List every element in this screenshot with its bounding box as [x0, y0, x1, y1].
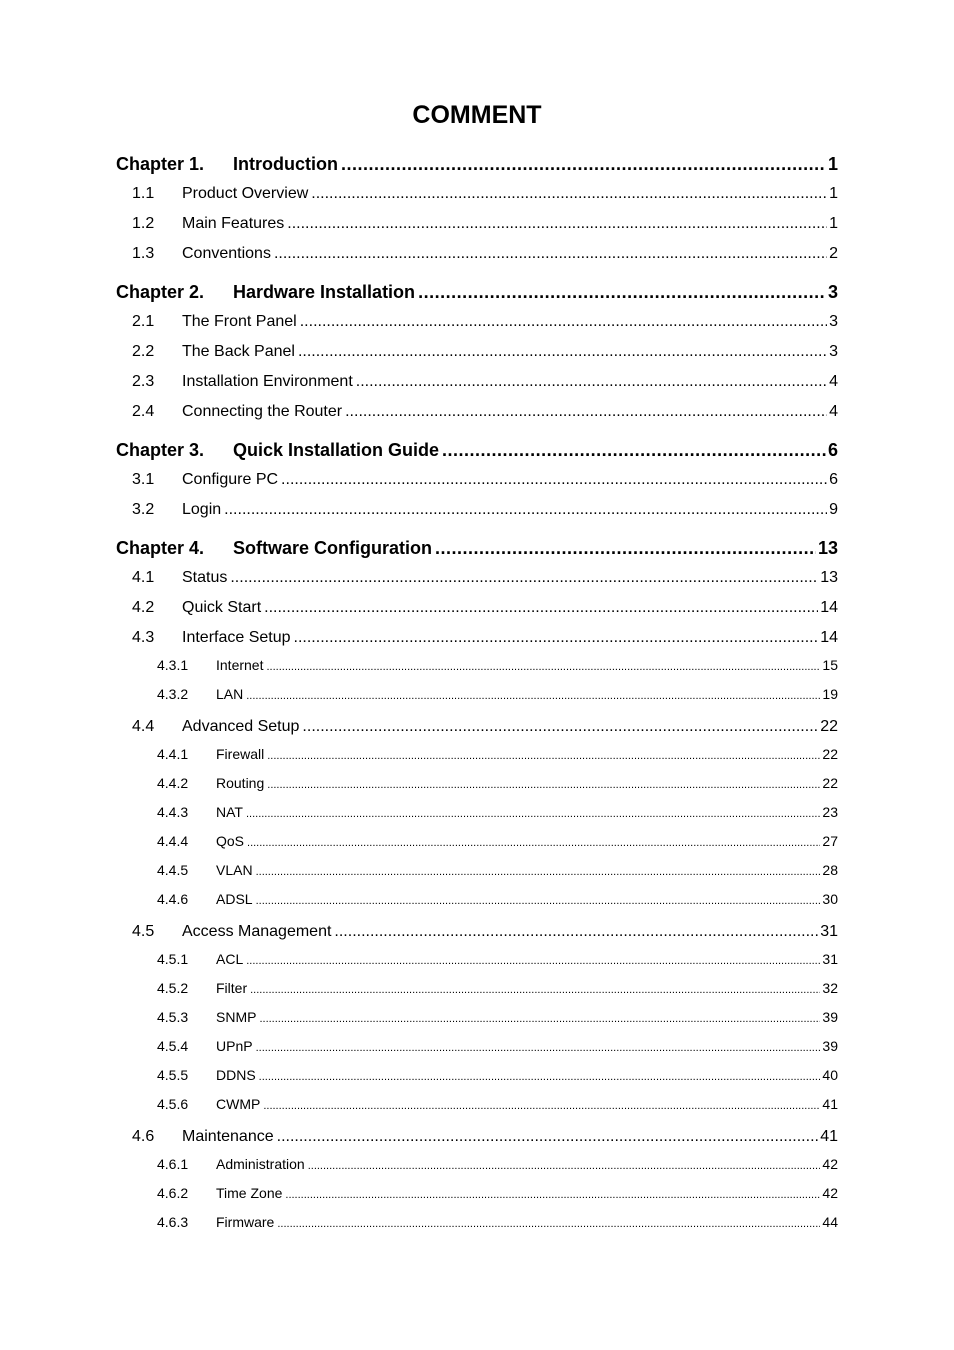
- toc-entry-number: Chapter 1.: [116, 154, 205, 174]
- toc-entry-number: 1.3: [132, 245, 155, 262]
- toc-entry-title: Maintenance: [182, 1128, 274, 1145]
- toc-entry-section[interactable]: [0, 343, 954, 361]
- toc-entry-title: Hardware Installation: [233, 282, 416, 302]
- toc-entry-number: 4.5.2: [157, 980, 189, 996]
- toc-entry-number: 4.4: [132, 718, 155, 735]
- toc-entry-sub[interactable]: [0, 833, 954, 849]
- toc-entry-page-number: 3: [829, 313, 838, 330]
- toc-entry-number: 4.4.4: [157, 833, 189, 849]
- toc-dot-leader: [311, 185, 827, 203]
- toc-entry-chapter[interactable]: [0, 538, 954, 559]
- toc-dot-leader: [246, 690, 820, 702]
- toc-entry-page-number: 23: [822, 804, 838, 820]
- toc-dot-leader: [247, 837, 820, 849]
- toc-entry-page-number: 14: [820, 629, 838, 646]
- toc-entry-title: Firmware: [216, 1214, 275, 1230]
- toc-entry-number: 2.1: [132, 313, 155, 330]
- toc-entry-page-number: 22: [822, 775, 838, 791]
- toc-entry-sub[interactable]: [0, 775, 954, 791]
- toc-entry-number: 1.1: [132, 185, 155, 202]
- toc-entry-sub[interactable]: [0, 746, 954, 762]
- toc-entry-title: Advanced Setup: [182, 718, 300, 735]
- toc-entry-number: 4.4.2: [157, 775, 189, 791]
- toc-entry-title: QoS: [216, 833, 245, 849]
- toc-entry-number: 4.3: [132, 629, 155, 646]
- toc-dot-leader: [418, 282, 826, 303]
- toc-entry-number: 4.4.3: [157, 804, 189, 820]
- toc-dot-leader: [259, 1071, 821, 1083]
- toc-entry-page-number: 22: [822, 746, 838, 762]
- toc-entry-number: 4.5.4: [157, 1038, 189, 1054]
- toc-entry-sub[interactable]: [0, 686, 954, 702]
- toc-entry-number: 3.2: [132, 501, 155, 518]
- toc-entry-page-number: 6: [829, 471, 838, 488]
- toc-entry-title: Connecting the Router: [182, 403, 343, 420]
- toc-entry-section[interactable]: [0, 501, 954, 519]
- toc-dot-leader: [281, 471, 827, 489]
- page-title: COMMENT: [412, 101, 542, 129]
- toc-entry-number: Chapter 2.: [116, 282, 205, 302]
- toc-entry-title: LAN: [216, 686, 244, 702]
- toc-entry-title: Configure PC: [182, 471, 279, 488]
- toc-entry-page-number: 30: [822, 891, 838, 907]
- toc-dot-leader: [267, 750, 820, 762]
- toc-entry-number: 4.3.2: [157, 686, 189, 702]
- toc-entry-title: Status: [182, 569, 228, 586]
- toc-entry-page-number: 42: [822, 1185, 838, 1201]
- toc-entry-title: Main Features: [182, 215, 285, 232]
- toc-entry-title: Software Configuration: [233, 538, 432, 558]
- toc-entry-number: 4.5.1: [157, 951, 189, 967]
- toc-entry-sub[interactable]: [0, 980, 954, 996]
- toc-entry-title: The Front Panel: [182, 313, 297, 330]
- toc-entry-number: Chapter 4.: [116, 538, 205, 558]
- toc-entry-page-number: 19: [822, 686, 838, 702]
- toc-entry-page-number: 41: [822, 1096, 838, 1112]
- toc-entry-page-number: 39: [822, 1038, 838, 1054]
- toc-entry-number: 4.5.6: [157, 1096, 189, 1112]
- toc-entry-number: 4.2: [132, 599, 155, 616]
- toc-dot-leader: [256, 1042, 821, 1054]
- toc-entry-sub[interactable]: [0, 1009, 954, 1025]
- toc-entry-title: ACL: [216, 951, 244, 967]
- toc-dot-leader: [308, 1160, 821, 1172]
- toc-entry-number: 4.3.1: [157, 657, 189, 673]
- toc-entry-number: 3.1: [132, 471, 155, 488]
- toc-entry-title: The Back Panel: [182, 343, 295, 360]
- toc-dot-leader: [264, 599, 818, 617]
- toc-entry-title: VLAN: [216, 862, 253, 878]
- toc-dot-leader: [274, 245, 827, 263]
- toc-entry-section[interactable]: [0, 923, 954, 941]
- toc-entry-number: 4.6.3: [157, 1214, 189, 1230]
- toc-dot-leader: [256, 895, 821, 907]
- toc-entry-page-number: 4: [829, 373, 838, 390]
- toc-entry-sub[interactable]: [0, 951, 954, 967]
- toc-entry-number: 4.5: [132, 923, 155, 940]
- toc-dot-leader: [300, 313, 827, 331]
- toc-dot-leader: [435, 538, 816, 559]
- toc-entry-page-number: 32: [822, 980, 838, 996]
- toc-entry-number: 2.3: [132, 373, 155, 390]
- toc-dot-leader: [277, 1128, 819, 1146]
- toc-entry-title: NAT: [216, 804, 243, 820]
- toc-entry-page-number: 27: [822, 833, 838, 849]
- toc-entry-number: 4.6: [132, 1128, 155, 1145]
- toc-entry-page-number: 31: [820, 923, 838, 940]
- toc-dot-leader: [356, 373, 827, 391]
- toc-dot-leader: [294, 629, 819, 647]
- toc-dot-leader: [256, 866, 821, 878]
- toc-entry-title: UPnP: [216, 1038, 253, 1054]
- toc-entry-number: 4.4.5: [157, 862, 189, 878]
- toc-dot-leader: [442, 440, 826, 461]
- toc-entry-page-number: 4: [829, 403, 838, 420]
- toc-entry-sub[interactable]: [0, 1096, 954, 1112]
- toc-entry-section[interactable]: [0, 569, 954, 587]
- toc-entry-page-number: 3: [827, 282, 838, 302]
- toc-entry-page-number: 13: [817, 538, 838, 558]
- toc-dot-leader: [287, 215, 827, 233]
- toc-entry-chapter[interactable]: [0, 154, 954, 175]
- toc-entry-section[interactable]: [0, 1128, 954, 1146]
- toc-entry-number: 4.4.6: [157, 891, 189, 907]
- toc-dot-leader: [246, 808, 820, 820]
- toc-entry-page-number: 44: [822, 1214, 838, 1230]
- toc-entry-sub[interactable]: [0, 1214, 954, 1230]
- toc-entry-title: Internet: [216, 657, 264, 673]
- toc-dot-leader: [285, 1189, 820, 1201]
- toc-entry-title: Login: [182, 501, 222, 518]
- toc-entry-page-number: 22: [820, 718, 838, 735]
- toc-entry-title: Product Overview: [182, 185, 309, 202]
- toc-dot-leader: [345, 403, 827, 421]
- toc-entry-number: 4.1: [132, 569, 155, 586]
- toc-entry-number: 4.6.2: [157, 1185, 189, 1201]
- toc-entry-title: Introduction: [233, 154, 338, 174]
- toc-entry-number: Chapter 3.: [116, 440, 205, 460]
- toc-entry-title: Routing: [216, 775, 265, 791]
- toc-entry-page-number: 1: [829, 215, 838, 232]
- toc-entry-sub[interactable]: [0, 1038, 954, 1054]
- toc-dot-leader: [302, 718, 818, 736]
- toc-entry-title: Administration: [216, 1156, 305, 1172]
- toc-entry-title: Quick Installation Guide: [233, 440, 440, 460]
- toc-entry-sub[interactable]: [0, 1185, 954, 1201]
- toc-entry-sub[interactable]: [0, 891, 954, 907]
- toc-entry-chapter[interactable]: [0, 282, 954, 303]
- toc-entry-page-number: 42: [822, 1156, 838, 1172]
- toc-dot-leader: [259, 1013, 820, 1025]
- toc-entry-page-number: 31: [822, 951, 838, 967]
- toc-entry-title: Installation Environment: [182, 373, 353, 390]
- toc-entry-page-number: 13: [820, 569, 838, 586]
- toc-entry-title: Conventions: [182, 245, 271, 262]
- toc-entry-title: ADSL: [216, 891, 253, 907]
- toc-dot-leader: [250, 984, 820, 996]
- toc-dot-leader: [298, 343, 827, 361]
- toc-entry-section[interactable]: [0, 245, 954, 263]
- toc-dot-leader: [277, 1218, 820, 1230]
- toc-entry-page-number: 1: [827, 154, 838, 174]
- toc-entry-title: Quick Start: [182, 599, 262, 616]
- toc-entry-section[interactable]: [0, 403, 954, 421]
- toc-entry-sub[interactable]: [0, 804, 954, 820]
- toc-entry-title: SNMP: [216, 1009, 257, 1025]
- toc-entry-number: 4.4.1: [157, 746, 189, 762]
- toc-entry-title: Time Zone: [216, 1185, 283, 1201]
- toc-entry-title: DDNS: [216, 1067, 256, 1083]
- toc-entry-section[interactable]: [0, 313, 954, 331]
- toc-entry-page-number: 9: [829, 501, 838, 518]
- toc-dot-leader: [230, 569, 818, 587]
- toc-entry-title: Access Management: [182, 923, 332, 940]
- toc-entry-chapter[interactable]: [0, 440, 954, 461]
- toc-entry-page-number: 41: [820, 1128, 838, 1145]
- toc-entry-section[interactable]: [0, 215, 954, 233]
- toc-entry-page-number: 1: [829, 185, 838, 202]
- toc-entry-section[interactable]: [0, 373, 954, 391]
- toc-entry-page-number: 6: [827, 440, 838, 460]
- toc-entry-page-number: 14: [820, 599, 838, 616]
- toc-dot-leader: [334, 923, 818, 941]
- toc-entry-title: Filter: [216, 980, 248, 996]
- toc-entry-section[interactable]: [0, 629, 954, 647]
- toc-entry-sub[interactable]: [0, 1067, 954, 1083]
- toc-dot-leader: [246, 955, 820, 967]
- toc-entry-section[interactable]: [0, 718, 954, 736]
- toc-entry-page-number: 39: [822, 1009, 838, 1025]
- toc-entry-page-number: 2: [829, 245, 838, 262]
- toc-entry-number: 4.5.3: [157, 1009, 189, 1025]
- toc-entry-number: 4.5.5: [157, 1067, 189, 1083]
- toc-entry-number: 4.6.1: [157, 1156, 189, 1172]
- toc-dot-leader: [341, 154, 826, 175]
- toc-entry-title: CWMP: [216, 1096, 261, 1112]
- toc-dot-leader: [267, 779, 820, 791]
- toc-entry-section[interactable]: [0, 471, 954, 489]
- toc-entry-number: 1.2: [132, 215, 155, 232]
- toc-dot-leader: [266, 661, 820, 673]
- toc-entry-page-number: 40: [822, 1067, 838, 1083]
- toc-entry-page-number: 28: [822, 862, 838, 878]
- toc-entry-page-number: 15: [822, 657, 838, 673]
- toc-entry-sub[interactable]: [0, 657, 954, 673]
- toc-dot-leader: [263, 1100, 820, 1112]
- toc-entry-title: Interface Setup: [182, 629, 291, 646]
- toc-entry-sub[interactable]: [0, 862, 954, 878]
- toc-entry-section[interactable]: [0, 599, 954, 617]
- toc-entry-number: 2.2: [132, 343, 155, 360]
- toc-entry-page-number: 3: [829, 343, 838, 360]
- toc-dot-leader: [224, 501, 827, 519]
- toc-entry-number: 2.4: [132, 403, 155, 420]
- toc-entry-sub[interactable]: [0, 1156, 954, 1172]
- toc-entry-section[interactable]: [0, 185, 954, 203]
- toc-entry-title: Firewall: [216, 746, 265, 762]
